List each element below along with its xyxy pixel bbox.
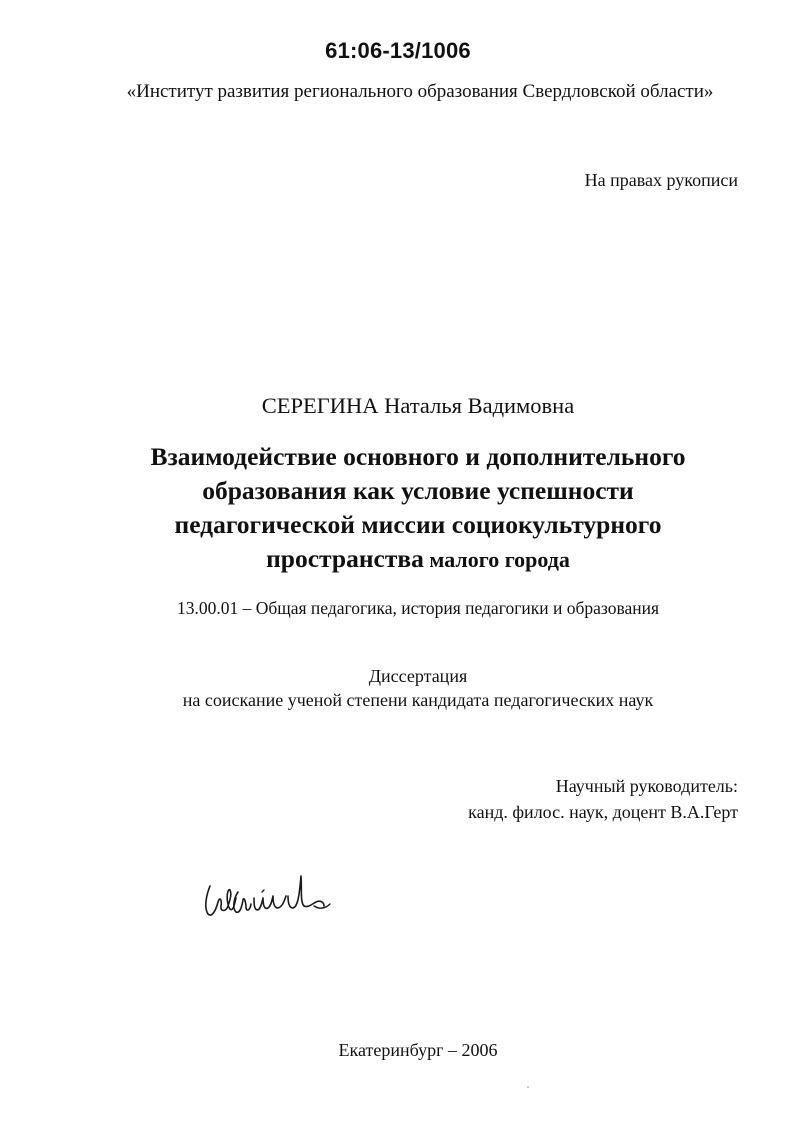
degree-statement <box>0 664 796 712</box>
supervisor-label: Научный руководитель: <box>555 776 738 796</box>
title-line-4 <box>0 542 796 577</box>
author-name: СЕРЕГИНА Наталья Вадимовна <box>261 393 575 418</box>
signature-stroke <box>206 876 324 915</box>
supervisor-block <box>468 773 738 825</box>
title-line-3: педагогической миссии социокультурного <box>174 510 662 539</box>
handwritten-signature <box>196 862 332 922</box>
institution-name: «Институт развития регионального образования Свердловской области» <box>126 81 714 102</box>
rights-note: На правах рукописи <box>584 170 738 190</box>
degree-type: Диссертация <box>368 666 468 686</box>
specialty-code: 13.00.01 – Общая педагогика, история педагогики и образования <box>176 598 660 618</box>
title-line-4-small: малого города <box>423 547 570 572</box>
degree-purpose: на соискание ученой степени кандидата педагогических наук <box>182 690 654 710</box>
place-and-year: Екатеринбург – 2006 <box>338 1040 498 1060</box>
title-line-1: Взаимодействие основного и дополнительного <box>150 442 686 471</box>
supervisor-details: канд. филос. наук, доцент В.А.Герт <box>468 802 738 822</box>
catalog-code: 61:06-13/1006 <box>325 38 471 63</box>
scan-speck <box>527 1086 529 1088</box>
title-line-2: образования как условие успешности <box>202 476 634 505</box>
dissertation-title <box>0 440 796 577</box>
title-line-4-main: пространства <box>266 544 424 573</box>
